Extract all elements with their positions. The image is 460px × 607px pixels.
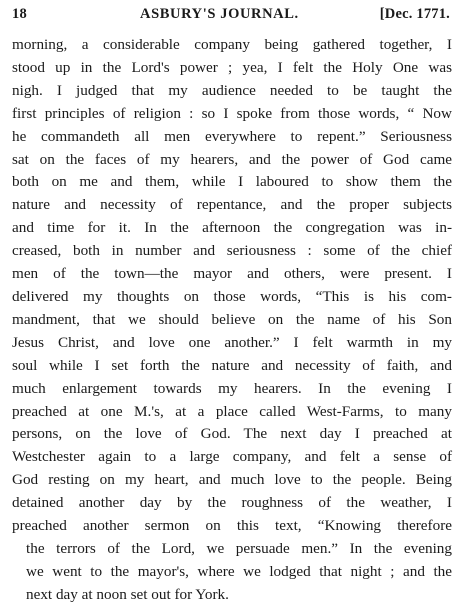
- text-line: first principles of religion : so I spoke from those words, “ Now: [12, 104, 452, 122]
- text-line: persons, on the love of God. The next day I preached at: [12, 425, 452, 443]
- text-line: Jesus Christ, and love one another.” I felt warmth in my: [12, 333, 452, 351]
- text-line: and time for it. In the afternoon the congregation was in-: [12, 219, 452, 237]
- text-line: morning, a considerable company being gathered together, I: [12, 36, 452, 53]
- text-line: nature and necessity of repentance, and the proper subjects: [12, 196, 452, 214]
- text-line: creased, both in number and seriousness : some of the chief: [12, 242, 452, 260]
- text-line: delivered my thoughts on those words, “This is his com-: [12, 287, 452, 305]
- text-line: the terrors of the Lord, we persuade men.” In the evening: [26, 539, 452, 557]
- text-line: Westchester again to a large company, and felt a sense of: [12, 448, 452, 466]
- page-header: [12, 6, 452, 28]
- text-line: nigh. I judged that my audience needed to be taught the: [12, 81, 452, 99]
- text-line: he commandeth all men everywhere to repent.” Seriousness: [12, 127, 452, 145]
- page-number: 18: [12, 6, 27, 22]
- header-date: [Dec. 1771.: [379, 6, 450, 22]
- text-line: sat on the faces of my hearers, and the power of God came: [12, 150, 452, 168]
- body-text: [12, 34, 452, 607]
- text-line: God resting on my heart, and much love to the people. Being: [12, 471, 452, 489]
- text-line: detained another day by the roughness of the weather, I: [12, 494, 452, 512]
- text-line: stood up in the Lord's power ; yea, I felt the Holy One was: [12, 58, 452, 76]
- text-line: next day at noon set out for York.: [26, 585, 229, 603]
- text-line: preached another sermon on this text, “Knowing therefore: [12, 517, 452, 535]
- text-line: much enlargement towards my hearers. In the evening I: [12, 379, 452, 397]
- text-line: preached at one M.'s, at a place called West-Farms, to many: [12, 402, 452, 420]
- journal-page: [12, 6, 452, 607]
- text-line: mandment, that we should believe on the name of his Son: [12, 310, 452, 328]
- text-line: we went to the mayor's, where we lodged that night ; and the: [26, 562, 452, 580]
- text-line: soul while I set forth the nature and necessity of faith, and: [12, 356, 452, 374]
- text-line: both on me and them, while I laboured to show them the: [12, 173, 452, 191]
- text-line: men of the town—the mayor and others, were present. I: [12, 265, 452, 283]
- running-title: ASBURY'S JOURNAL.: [140, 6, 299, 22]
